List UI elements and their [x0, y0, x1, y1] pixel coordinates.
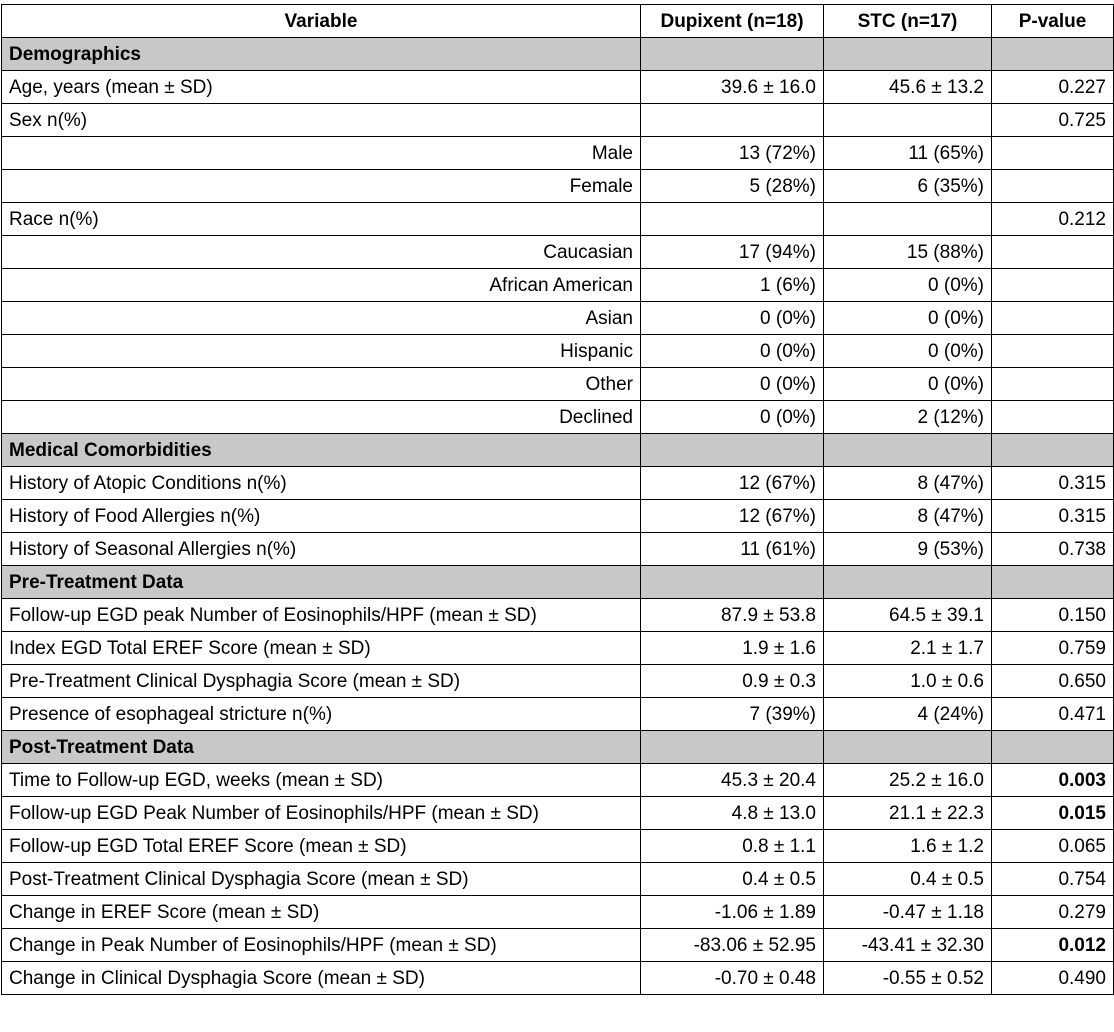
dupixent-cell: 11 (61%): [641, 533, 824, 566]
dupixent-cell: 0 (0%): [641, 302, 824, 335]
stc-cell: 8 (47%): [824, 500, 992, 533]
variable-cell: Change in Peak Number of Eosinophils/HPF (mean ± SD): [2, 929, 641, 962]
stc-cell: 64.5 ± 39.1: [824, 599, 992, 632]
header-stc: STC (n=17): [824, 5, 992, 38]
table-subrow: [2, 236, 1114, 269]
section-empty-cell: [992, 38, 1114, 71]
table-row: [2, 764, 1114, 797]
section-empty-cell: [824, 38, 992, 71]
variable-cell: Caucasian: [2, 236, 641, 269]
pvalue-cell: 0.003: [992, 764, 1114, 797]
section-empty-cell: [824, 731, 992, 764]
table-subrow: [2, 368, 1114, 401]
dupixent-cell: 5 (28%): [641, 170, 824, 203]
stc-cell: 0 (0%): [824, 269, 992, 302]
table-row: [2, 896, 1114, 929]
demographics-table: [1, 4, 1114, 995]
variable-cell: Follow-up EGD peak Number of Eosinophils/HPF (mean ± SD): [2, 599, 641, 632]
pvalue-cell: [992, 401, 1114, 434]
section-empty-cell: [641, 434, 824, 467]
header-dupixent: Dupixent (n=18): [641, 5, 824, 38]
variable-cell: Female: [2, 170, 641, 203]
table-row: [2, 962, 1114, 995]
stc-cell: 0 (0%): [824, 302, 992, 335]
table-row: [2, 797, 1114, 830]
table-subrow: [2, 401, 1114, 434]
stc-cell: 1.0 ± 0.6: [824, 665, 992, 698]
pvalue-cell: 0.650: [992, 665, 1114, 698]
variable-cell: Index EGD Total EREF Score (mean ± SD): [2, 632, 641, 665]
dupixent-cell: 17 (94%): [641, 236, 824, 269]
dupixent-cell: 12 (67%): [641, 467, 824, 500]
table-row: [2, 500, 1114, 533]
pvalue-cell: 0.754: [992, 863, 1114, 896]
table-row: [2, 632, 1114, 665]
dupixent-cell: 1.9 ± 1.6: [641, 632, 824, 665]
dupixent-cell: -1.06 ± 1.89: [641, 896, 824, 929]
stc-cell: 4 (24%): [824, 698, 992, 731]
stc-cell: 8 (47%): [824, 467, 992, 500]
variable-cell: History of Seasonal Allergies n(%): [2, 533, 641, 566]
table-row: [2, 665, 1114, 698]
stc-cell: -0.55 ± 0.52: [824, 962, 992, 995]
variable-cell: Male: [2, 137, 641, 170]
variable-cell: Change in Clinical Dysphagia Score (mean ± SD): [2, 962, 641, 995]
variable-cell: Age, years (mean ± SD): [2, 71, 641, 104]
variable-cell: Other: [2, 368, 641, 401]
section-empty-cell: [992, 434, 1114, 467]
pvalue-cell: [992, 302, 1114, 335]
pvalue-cell: 0.738: [992, 533, 1114, 566]
stc-cell: -0.47 ± 1.18: [824, 896, 992, 929]
section-header-row: [2, 731, 1114, 764]
header-variable: Variable: [2, 5, 641, 38]
dupixent-cell: 45.3 ± 20.4: [641, 764, 824, 797]
variable-cell: Presence of esophageal stricture n(%): [2, 698, 641, 731]
stc-cell: 0 (0%): [824, 335, 992, 368]
dupixent-cell: 13 (72%): [641, 137, 824, 170]
section-header-row: [2, 38, 1114, 71]
stc-cell: [824, 104, 992, 137]
dupixent-cell: [641, 104, 824, 137]
section-empty-cell: [641, 566, 824, 599]
table-row: [2, 929, 1114, 962]
stc-cell: 1.6 ± 1.2: [824, 830, 992, 863]
variable-cell: Race n(%): [2, 203, 641, 236]
table-row: [2, 698, 1114, 731]
stc-cell: 21.1 ± 22.3: [824, 797, 992, 830]
dupixent-cell: 0 (0%): [641, 401, 824, 434]
variable-cell: African American: [2, 269, 641, 302]
stc-cell: -43.41 ± 32.30: [824, 929, 992, 962]
table-row: [2, 104, 1114, 137]
stc-cell: 15 (88%): [824, 236, 992, 269]
variable-cell: Declined: [2, 401, 641, 434]
stc-cell: [824, 203, 992, 236]
section-label: Pre-Treatment Data: [2, 566, 641, 599]
table-subrow: [2, 335, 1114, 368]
pvalue-cell: 0.227: [992, 71, 1114, 104]
dupixent-cell: 0.9 ± 0.3: [641, 665, 824, 698]
stc-cell: 11 (65%): [824, 137, 992, 170]
dupixent-cell: -0.70 ± 0.48: [641, 962, 824, 995]
dupixent-cell: 0 (0%): [641, 368, 824, 401]
table-row: [2, 599, 1114, 632]
pvalue-cell: 0.315: [992, 467, 1114, 500]
pvalue-cell: 0.315: [992, 500, 1114, 533]
dupixent-cell: -83.06 ± 52.95: [641, 929, 824, 962]
variable-cell: History of Food Allergies n(%): [2, 500, 641, 533]
variable-cell: History of Atopic Conditions n(%): [2, 467, 641, 500]
table-row: [2, 830, 1114, 863]
stc-cell: 9 (53%): [824, 533, 992, 566]
table-subrow: [2, 137, 1114, 170]
stc-cell: 2.1 ± 1.7: [824, 632, 992, 665]
pvalue-cell: 0.490: [992, 962, 1114, 995]
dupixent-cell: 0.8 ± 1.1: [641, 830, 824, 863]
pvalue-cell: 0.150: [992, 599, 1114, 632]
pvalue-cell: 0.471: [992, 698, 1114, 731]
table-row: [2, 863, 1114, 896]
dupixent-cell: 39.6 ± 16.0: [641, 71, 824, 104]
pvalue-cell: [992, 335, 1114, 368]
variable-cell: Post-Treatment Clinical Dysphagia Score (mean ± SD): [2, 863, 641, 896]
dupixent-cell: [641, 203, 824, 236]
table-subrow: [2, 302, 1114, 335]
section-empty-cell: [824, 566, 992, 599]
table-row: [2, 467, 1114, 500]
section-empty-cell: [824, 434, 992, 467]
pvalue-cell: 0.012: [992, 929, 1114, 962]
dupixent-cell: 0.4 ± 0.5: [641, 863, 824, 896]
pvalue-cell: [992, 368, 1114, 401]
pvalue-cell: 0.212: [992, 203, 1114, 236]
stc-cell: 2 (12%): [824, 401, 992, 434]
table-subrow: [2, 170, 1114, 203]
dupixent-cell: 7 (39%): [641, 698, 824, 731]
pvalue-cell: 0.725: [992, 104, 1114, 137]
dupixent-cell: 87.9 ± 53.8: [641, 599, 824, 632]
pvalue-cell: 0.759: [992, 632, 1114, 665]
stc-cell: 0 (0%): [824, 368, 992, 401]
stc-cell: 45.6 ± 13.2: [824, 71, 992, 104]
section-empty-cell: [992, 731, 1114, 764]
section-header-row: [2, 434, 1114, 467]
pvalue-cell: 0.279: [992, 896, 1114, 929]
variable-cell: Asian: [2, 302, 641, 335]
dupixent-cell: 12 (67%): [641, 500, 824, 533]
dupixent-cell: 4.8 ± 13.0: [641, 797, 824, 830]
pvalue-cell: [992, 236, 1114, 269]
stc-cell: 0.4 ± 0.5: [824, 863, 992, 896]
pvalue-cell: 0.065: [992, 830, 1114, 863]
section-label: Post-Treatment Data: [2, 731, 641, 764]
variable-cell: Follow-up EGD Peak Number of Eosinophils/HPF (mean ± SD): [2, 797, 641, 830]
pvalue-cell: [992, 170, 1114, 203]
table-body: [2, 38, 1114, 995]
section-empty-cell: [641, 38, 824, 71]
dupixent-cell: 1 (6%): [641, 269, 824, 302]
header-pvalue: P-value: [992, 5, 1114, 38]
variable-cell: Pre-Treatment Clinical Dysphagia Score (mean ± SD): [2, 665, 641, 698]
table-row: [2, 71, 1114, 104]
section-empty-cell: [992, 566, 1114, 599]
stc-cell: 6 (35%): [824, 170, 992, 203]
stc-cell: 25.2 ± 16.0: [824, 764, 992, 797]
section-header-row: [2, 566, 1114, 599]
section-empty-cell: [641, 731, 824, 764]
variable-cell: Hispanic: [2, 335, 641, 368]
section-label: Demographics: [2, 38, 641, 71]
dupixent-cell: 0 (0%): [641, 335, 824, 368]
pvalue-cell: [992, 137, 1114, 170]
section-label: Medical Comorbidities: [2, 434, 641, 467]
variable-cell: Sex n(%): [2, 104, 641, 137]
variable-cell: Change in EREF Score (mean ± SD): [2, 896, 641, 929]
table-row: [2, 533, 1114, 566]
table-subrow: [2, 269, 1114, 302]
variable-cell: Time to Follow-up EGD, weeks (mean ± SD): [2, 764, 641, 797]
table-row: [2, 203, 1114, 236]
table-header-row: [2, 5, 1114, 38]
variable-cell: Follow-up EGD Total EREF Score (mean ± SD): [2, 830, 641, 863]
pvalue-cell: 0.015: [992, 797, 1114, 830]
pvalue-cell: [992, 269, 1114, 302]
